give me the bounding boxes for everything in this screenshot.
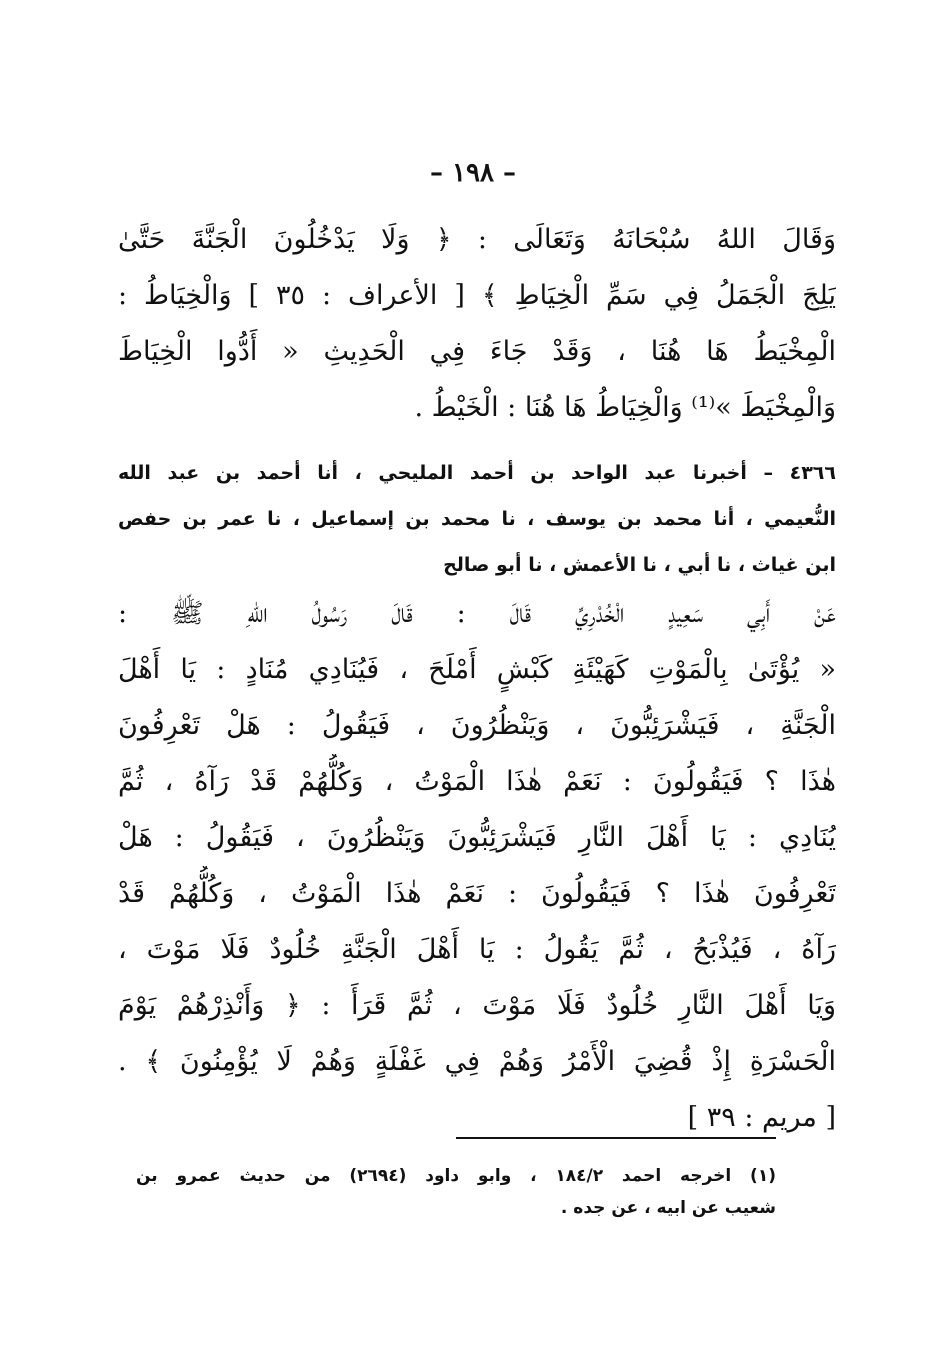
isnad-chain <box>118 450 836 588</box>
isnad-line: ابن غياث ، نا أبي ، نا الأعمش ، نا أبو صالح <box>443 554 836 576</box>
hadith-line: « يُؤْتَىٰ بِالْمَوْتِ كَهَيْئَةِ كَبْشٍ أَمْلَحَ ، فَيُنَادِي مُنَادٍ : يَا أَهْلَ <box>118 654 836 685</box>
passage-line: يَلِجَ الْجَمَلُ فِي سَمِّ الْخِيَاطِ ﴾ [ الأعراف : ٣٥ ] وَالْخِيَاطُ : <box>118 280 836 311</box>
hadith-line: رَآهُ ، فَيُذْبَحُ ، ثُمَّ يَقُولُ : يَا أَهْلَ الْجَنَّةِ خُلُودٌ فَلَا مَوْتَ ، <box>118 934 836 965</box>
hadith-line: الْجَنَّةِ ، فَيَشْرَئِبُّونَ ، وَيَنْظُرُونَ ، فَيَقُولُ : هَلْ تَعْرِفُونَ <box>118 710 836 741</box>
isnad-line: النُّعيمي ، أنا محمد بن يوسف ، نا محمد بن إسماعيل ، نا عمر بن حفص <box>118 508 836 530</box>
passage-line: وَالْمِخْيَطَ »⁽¹⁾ وَالْخِيَاطُ هَا هُنَا : الْخَيْطُ . <box>414 392 836 423</box>
footnote <box>136 1160 776 1224</box>
hadith-line: عَنْ أَبِي سَعِيدٍ الْخُدْرِيِّ قَالَ : قَالَ رَسُولُ اللهِ ﷺ : <box>118 598 836 629</box>
passage-line: وَقَالَ اللهُ سُبْحَانَهُ وَتَعَالَى : ﴿ وَلَا يَدْخُلُونَ الْجَنَّةَ حَتَّىٰ <box>118 224 836 255</box>
hadith-line: وَيَا أَهْلَ النَّارِ خُلُودٌ فَلَا مَوْتَ ، ثُمَّ قَرَأَ : ﴿ وَأَنْذِرْهُمْ يَوْمَ <box>118 990 836 1021</box>
quran-passage <box>118 212 836 436</box>
passage-line: الْمِخْيَطُ هَا هُنَا ، وَقَدْ جَاءَ فِي الْحَدِيثِ « أَدُّوا الْخِيَاطَ <box>118 336 836 367</box>
hadith-text <box>118 586 836 1146</box>
quran-citation: [ مريم : ٣٩ ] <box>687 1102 836 1133</box>
page-number: – ١٩٨ – <box>429 158 517 188</box>
isnad-line: ٤٣٦٦ – أخبرنا عبد الواحد بن أحمد المليحي ، أنا أحمد بن عبد الله <box>118 462 836 484</box>
hadith-line: يُنَادِي : يَا أَهْلَ النَّارِ فَيَشْرَئِبُّونَ وَيَنْظُرُونَ ، فَيَقُولُ : هَلْ <box>118 822 836 853</box>
hadith-line: الْحَسْرَةِ إِذْ قُضِيَ الْأَمْرُ وَهُمْ فِي غَفْلَةٍ وَهُمْ لَا يُؤْمِنُونَ ﴾ . <box>118 1046 836 1077</box>
footnote-divider <box>456 1137 776 1139</box>
footnote-line: شعيب عن ابيه ، عن جده . <box>560 1198 776 1218</box>
hadith-line: هٰذَا ؟ فَيَقُولُونَ : نَعَمْ هٰذَا الْمَوْتُ ، وَكُلُّهُمْ قَدْ رَآهُ ، ثُمَّ <box>118 766 836 797</box>
hadith-line: تَعْرِفُونَ هٰذَا ؟ فَيَقُولُونَ : نَعَمْ هٰذَا الْمَوْتُ ، وَكُلُّهُمْ قَدْ <box>118 878 836 909</box>
footnote-line: (١) اخرجه احمد ١٨٤/٢ ، وابو داود (٢٦٩٤) من حديث عمرو بن <box>136 1166 776 1186</box>
